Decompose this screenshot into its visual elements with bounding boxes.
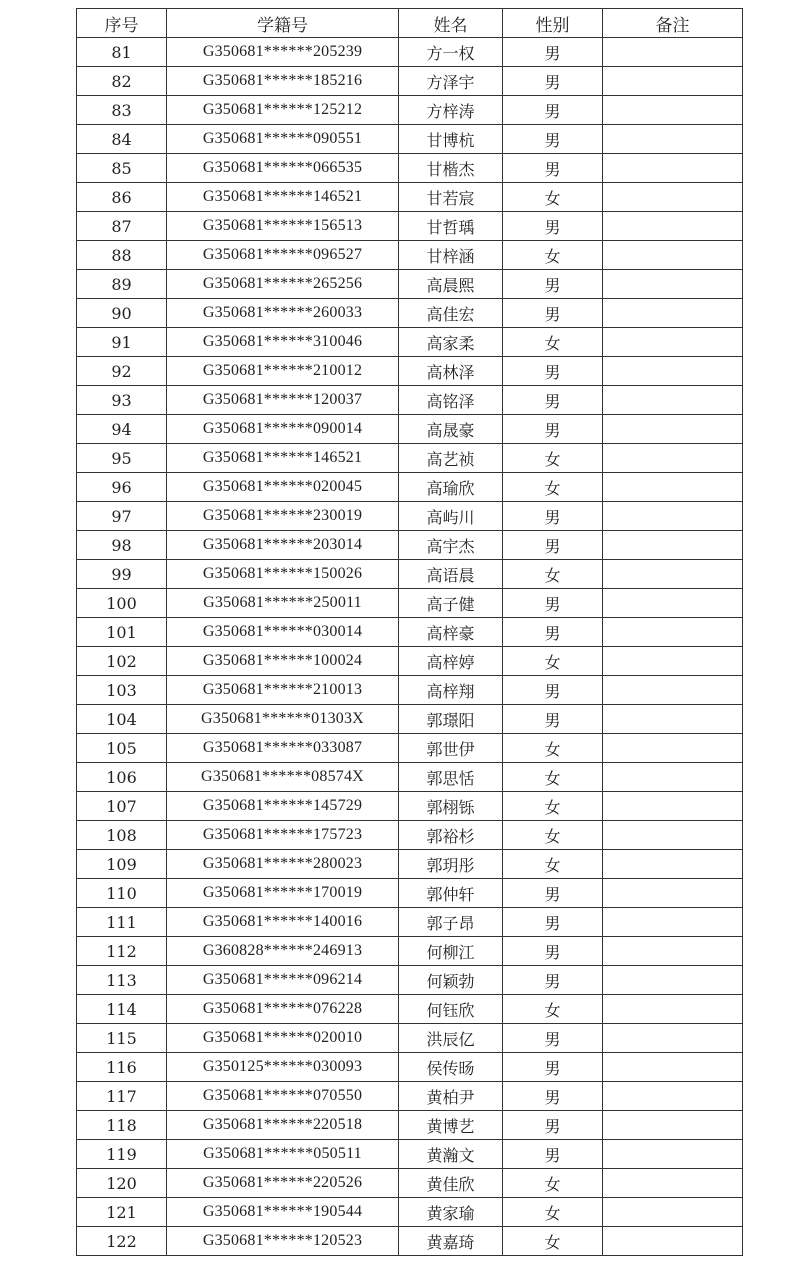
cell-remark: [603, 67, 743, 96]
cell-gender: 女: [503, 647, 603, 676]
cell-seq: 104: [77, 705, 167, 734]
cell-name: 何柳江: [399, 937, 503, 966]
cell-name: 侯传旸: [399, 1053, 503, 1082]
cell-seq: 101: [77, 618, 167, 647]
cell-gender: 女: [503, 1169, 603, 1198]
cell-gender: 女: [503, 995, 603, 1024]
cell-remark: [603, 531, 743, 560]
header-remark: 备注: [603, 9, 743, 38]
cell-name: 黄嘉琦: [399, 1227, 503, 1256]
cell-remark: [603, 821, 743, 850]
cell-student-id: G350681******033087: [167, 734, 399, 763]
cell-remark: [603, 647, 743, 676]
cell-seq: 100: [77, 589, 167, 618]
cell-student-id: G350681******145729: [167, 792, 399, 821]
cell-gender: 男: [503, 966, 603, 995]
cell-gender: 男: [503, 96, 603, 125]
cell-seq: 111: [77, 908, 167, 937]
cell-name: 黄博艺: [399, 1111, 503, 1140]
table-row: [77, 502, 743, 531]
cell-seq: 93: [77, 386, 167, 415]
cell-gender: 男: [503, 589, 603, 618]
cell-name: 甘楷杰: [399, 154, 503, 183]
cell-name: 高晨熙: [399, 270, 503, 299]
cell-remark: [603, 502, 743, 531]
cell-name: 郭思恬: [399, 763, 503, 792]
cell-student-id: G350681******08574X: [167, 763, 399, 792]
cell-remark: [603, 792, 743, 821]
cell-name: 高梓婷: [399, 647, 503, 676]
table-row: [77, 154, 743, 183]
cell-remark: [603, 734, 743, 763]
table-row: [77, 879, 743, 908]
cell-seq: 81: [77, 38, 167, 67]
cell-remark: [603, 879, 743, 908]
cell-name: 郭世伊: [399, 734, 503, 763]
cell-seq: 87: [77, 212, 167, 241]
cell-gender: 男: [503, 1140, 603, 1169]
cell-name: 郭裕杉: [399, 821, 503, 850]
table-row: [77, 792, 743, 821]
cell-student-id: G350681******203014: [167, 531, 399, 560]
cell-remark: [603, 1140, 743, 1169]
cell-student-id: G350681******120037: [167, 386, 399, 415]
table-row: [77, 241, 743, 270]
cell-seq: 120: [77, 1169, 167, 1198]
table-row: [77, 676, 743, 705]
cell-remark: [603, 38, 743, 67]
table-row: [77, 937, 743, 966]
table-row: [77, 299, 743, 328]
cell-gender: 女: [503, 328, 603, 357]
cell-seq: 97: [77, 502, 167, 531]
cell-gender: 男: [503, 299, 603, 328]
cell-seq: 96: [77, 473, 167, 502]
cell-name: 高子健: [399, 589, 503, 618]
cell-remark: [603, 473, 743, 502]
cell-seq: 115: [77, 1024, 167, 1053]
table-row: [77, 96, 743, 125]
table-row: [77, 966, 743, 995]
cell-remark: [603, 241, 743, 270]
cell-name: 方一权: [399, 38, 503, 67]
cell-student-id: G350681******205239: [167, 38, 399, 67]
table-row: [77, 734, 743, 763]
cell-gender: 男: [503, 618, 603, 647]
cell-name: 高家柔: [399, 328, 503, 357]
table-row: [77, 473, 743, 502]
table-row: [77, 1198, 743, 1227]
cell-remark: [603, 705, 743, 734]
cell-gender: 男: [503, 1082, 603, 1111]
cell-name: 甘若宸: [399, 183, 503, 212]
cell-remark: [603, 386, 743, 415]
cell-student-id: G350681******090014: [167, 415, 399, 444]
cell-name: 何钰欣: [399, 995, 503, 1024]
table-row: [77, 647, 743, 676]
cell-student-id: G350681******230019: [167, 502, 399, 531]
cell-gender: 男: [503, 502, 603, 531]
cell-remark: [603, 299, 743, 328]
cell-gender: 男: [503, 67, 603, 96]
cell-seq: 102: [77, 647, 167, 676]
cell-gender: 女: [503, 241, 603, 270]
cell-gender: 女: [503, 734, 603, 763]
cell-remark: [603, 357, 743, 386]
table-row: [77, 995, 743, 1024]
cell-student-id: G350681******120523: [167, 1227, 399, 1256]
cell-remark: [603, 763, 743, 792]
cell-seq: 91: [77, 328, 167, 357]
cell-student-id: G350681******210013: [167, 676, 399, 705]
cell-remark: [603, 850, 743, 879]
cell-student-id: G350681******146521: [167, 444, 399, 473]
cell-student-id: G350681******210012: [167, 357, 399, 386]
table-row: [77, 560, 743, 589]
cell-name: 高铭泽: [399, 386, 503, 415]
cell-remark: [603, 1082, 743, 1111]
cell-remark: [603, 212, 743, 241]
cell-student-id: G350681******220526: [167, 1169, 399, 1198]
cell-student-id: G350681******146521: [167, 183, 399, 212]
cell-name: 甘哲瑀: [399, 212, 503, 241]
cell-student-id: G350681******170019: [167, 879, 399, 908]
cell-student-id: G350681******050511: [167, 1140, 399, 1169]
cell-name: 郭仲轩: [399, 879, 503, 908]
cell-seq: 118: [77, 1111, 167, 1140]
cell-seq: 117: [77, 1082, 167, 1111]
table-body: [77, 38, 743, 1256]
cell-remark: [603, 908, 743, 937]
cell-remark: [603, 618, 743, 647]
cell-gender: 女: [503, 1198, 603, 1227]
table-row: [77, 1111, 743, 1140]
cell-name: 高宇杰: [399, 531, 503, 560]
cell-student-id: G350681******030014: [167, 618, 399, 647]
table-row: [77, 67, 743, 96]
table-row: [77, 705, 743, 734]
cell-seq: 92: [77, 357, 167, 386]
cell-seq: 112: [77, 937, 167, 966]
cell-seq: 98: [77, 531, 167, 560]
cell-student-id: G350681******156513: [167, 212, 399, 241]
cell-student-id: G350681******260033: [167, 299, 399, 328]
cell-remark: [603, 676, 743, 705]
cell-name: 高梓豪: [399, 618, 503, 647]
cell-name: 郭子昂: [399, 908, 503, 937]
cell-gender: 女: [503, 1227, 603, 1256]
cell-gender: 男: [503, 415, 603, 444]
cell-name: 高语晨: [399, 560, 503, 589]
cell-remark: [603, 995, 743, 1024]
header-student-id: 学籍号: [167, 9, 399, 38]
cell-name: 郭玥彤: [399, 850, 503, 879]
table-row: [77, 1140, 743, 1169]
cell-remark: [603, 589, 743, 618]
cell-name: 郭璟阳: [399, 705, 503, 734]
cell-seq: 85: [77, 154, 167, 183]
cell-remark: [603, 560, 743, 589]
cell-gender: 女: [503, 792, 603, 821]
cell-seq: 83: [77, 96, 167, 125]
cell-remark: [603, 966, 743, 995]
cell-name: 高林泽: [399, 357, 503, 386]
cell-name: 黄柏尹: [399, 1082, 503, 1111]
cell-gender: 男: [503, 1024, 603, 1053]
cell-student-id: G350681******020010: [167, 1024, 399, 1053]
cell-seq: 84: [77, 125, 167, 154]
cell-remark: [603, 125, 743, 154]
cell-seq: 86: [77, 183, 167, 212]
cell-seq: 114: [77, 995, 167, 1024]
table-row: [77, 1227, 743, 1256]
cell-name: 高梓翔: [399, 676, 503, 705]
cell-seq: 89: [77, 270, 167, 299]
cell-seq: 94: [77, 415, 167, 444]
table-row: [77, 618, 743, 647]
cell-remark: [603, 154, 743, 183]
table-row: [77, 125, 743, 154]
table-row: [77, 1053, 743, 1082]
cell-student-id: G350681******076228: [167, 995, 399, 1024]
table-row: [77, 1082, 743, 1111]
cell-name: 方泽宇: [399, 67, 503, 96]
cell-gender: 男: [503, 1111, 603, 1140]
cell-remark: [603, 1053, 743, 1082]
cell-student-id: G360828******246913: [167, 937, 399, 966]
cell-remark: [603, 328, 743, 357]
cell-seq: 121: [77, 1198, 167, 1227]
header-gender: 性别: [503, 9, 603, 38]
cell-student-id: G350681******280023: [167, 850, 399, 879]
cell-name: 高艺祯: [399, 444, 503, 473]
cell-gender: 女: [503, 850, 603, 879]
cell-student-id: G350681******250011: [167, 589, 399, 618]
cell-seq: 122: [77, 1227, 167, 1256]
cell-student-id: G350681******150026: [167, 560, 399, 589]
table-row: [77, 763, 743, 792]
cell-seq: 88: [77, 241, 167, 270]
cell-seq: 105: [77, 734, 167, 763]
cell-remark: [603, 1111, 743, 1140]
table-row: [77, 38, 743, 67]
cell-gender: 男: [503, 676, 603, 705]
cell-remark: [603, 183, 743, 212]
cell-name: 高屿川: [399, 502, 503, 531]
table-row: [77, 212, 743, 241]
cell-gender: 男: [503, 937, 603, 966]
cell-name: 何颖勃: [399, 966, 503, 995]
cell-seq: 82: [77, 67, 167, 96]
cell-name: 黄佳欣: [399, 1169, 503, 1198]
table-row: [77, 821, 743, 850]
cell-seq: 106: [77, 763, 167, 792]
table-row: [77, 270, 743, 299]
cell-name: 甘博杭: [399, 125, 503, 154]
cell-gender: 女: [503, 560, 603, 589]
table-row: [77, 850, 743, 879]
cell-name: 黄家瑜: [399, 1198, 503, 1227]
cell-seq: 110: [77, 879, 167, 908]
table-row: [77, 1169, 743, 1198]
cell-gender: 女: [503, 183, 603, 212]
cell-gender: 女: [503, 763, 603, 792]
cell-student-id: G350125******030093: [167, 1053, 399, 1082]
cell-gender: 男: [503, 38, 603, 67]
cell-student-id: G350681******220518: [167, 1111, 399, 1140]
cell-name: 方梓涛: [399, 96, 503, 125]
cell-name: 高瑜欣: [399, 473, 503, 502]
cell-student-id: G350681******096527: [167, 241, 399, 270]
cell-seq: 90: [77, 299, 167, 328]
cell-student-id: G350681******310046: [167, 328, 399, 357]
table-header-row: [77, 9, 743, 38]
cell-student-id: G350681******01303X: [167, 705, 399, 734]
cell-gender: 男: [503, 705, 603, 734]
cell-remark: [603, 1169, 743, 1198]
cell-seq: 113: [77, 966, 167, 995]
cell-name: 高佳宏: [399, 299, 503, 328]
cell-student-id: G350681******265256: [167, 270, 399, 299]
cell-gender: 男: [503, 357, 603, 386]
cell-student-id: G350681******070550: [167, 1082, 399, 1111]
table-row: [77, 531, 743, 560]
cell-remark: [603, 937, 743, 966]
cell-student-id: G350681******100024: [167, 647, 399, 676]
cell-gender: 男: [503, 212, 603, 241]
cell-gender: 女: [503, 821, 603, 850]
cell-remark: [603, 415, 743, 444]
cell-seq: 119: [77, 1140, 167, 1169]
student-roster-table: [76, 8, 743, 1256]
cell-seq: 95: [77, 444, 167, 473]
cell-remark: [603, 1024, 743, 1053]
cell-remark: [603, 270, 743, 299]
cell-student-id: G350681******185216: [167, 67, 399, 96]
cell-student-id: G350681******020045: [167, 473, 399, 502]
cell-gender: 男: [503, 154, 603, 183]
cell-gender: 男: [503, 270, 603, 299]
cell-gender: 男: [503, 125, 603, 154]
table-row: [77, 444, 743, 473]
cell-seq: 116: [77, 1053, 167, 1082]
student-roster-sheet: [76, 8, 742, 1256]
cell-gender: 男: [503, 879, 603, 908]
cell-gender: 男: [503, 1053, 603, 1082]
cell-seq: 108: [77, 821, 167, 850]
cell-gender: 男: [503, 908, 603, 937]
cell-name: 黄瀚文: [399, 1140, 503, 1169]
cell-gender: 女: [503, 473, 603, 502]
table-row: [77, 908, 743, 937]
cell-remark: [603, 1198, 743, 1227]
header-name: 姓名: [399, 9, 503, 38]
cell-student-id: G350681******090551: [167, 125, 399, 154]
cell-name: 高晟豪: [399, 415, 503, 444]
cell-remark: [603, 444, 743, 473]
cell-remark: [603, 96, 743, 125]
table-row: [77, 415, 743, 444]
table-row: [77, 183, 743, 212]
cell-student-id: G350681******096214: [167, 966, 399, 995]
cell-name: 洪辰亿: [399, 1024, 503, 1053]
table-row: [77, 357, 743, 386]
cell-student-id: G350681******066535: [167, 154, 399, 183]
table-row: [77, 386, 743, 415]
table-row: [77, 328, 743, 357]
cell-student-id: G350681******190544: [167, 1198, 399, 1227]
cell-name: 甘梓涵: [399, 241, 503, 270]
header-seq: 序号: [77, 9, 167, 38]
cell-seq: 99: [77, 560, 167, 589]
cell-name: 郭栩铄: [399, 792, 503, 821]
table-row: [77, 1024, 743, 1053]
cell-seq: 103: [77, 676, 167, 705]
cell-seq: 107: [77, 792, 167, 821]
cell-gender: 女: [503, 444, 603, 473]
cell-remark: [603, 1227, 743, 1256]
cell-gender: 男: [503, 386, 603, 415]
table-row: [77, 589, 743, 618]
cell-student-id: G350681******125212: [167, 96, 399, 125]
cell-student-id: G350681******175723: [167, 821, 399, 850]
cell-seq: 109: [77, 850, 167, 879]
cell-student-id: G350681******140016: [167, 908, 399, 937]
cell-gender: 男: [503, 531, 603, 560]
